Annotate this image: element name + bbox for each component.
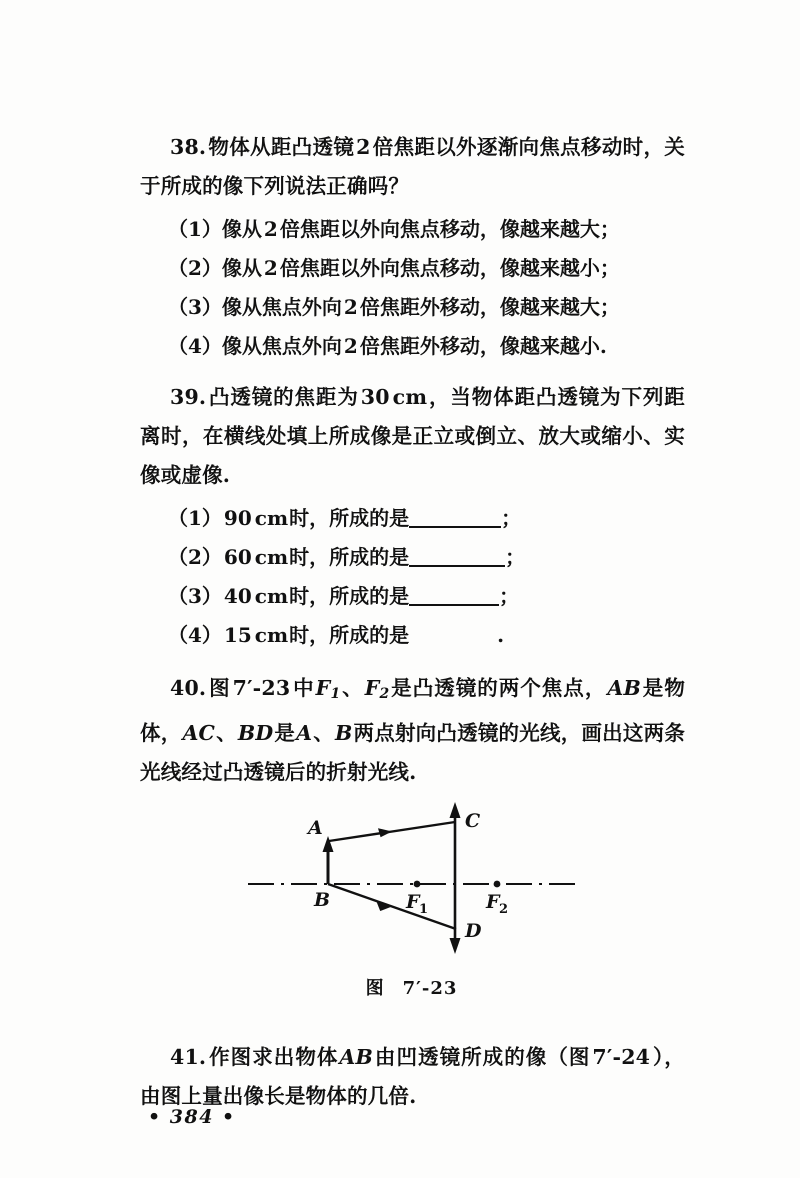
- page-number: • 384 •: [148, 1106, 236, 1128]
- question-39-items: [140, 499, 685, 655]
- fill-item-3: [140, 577, 685, 616]
- option-1: [140, 210, 685, 249]
- question-41-text-1: 作图求出物体: [208, 1045, 339, 1070]
- option-4: [140, 327, 685, 366]
- question-38-stem-part-b: 倍焦距以外逐渐向焦点移动时，关于所成的像下列说法正确吗？: [140, 135, 686, 198]
- fill-item-4: [140, 616, 685, 655]
- question-41-segment-ab: AB: [339, 1045, 374, 1070]
- fill-item-2-unit: cm: [254, 545, 289, 569]
- question-40-text-2: 中: [292, 676, 315, 700]
- option-2-label: （2）: [168, 256, 222, 280]
- fill-item-1: [140, 499, 685, 538]
- question-39-stem-part-b: ，当物体距凸透镜为下列距离时，在横线处填上所成像是正立或倒立、放大或缩小、实像或虚像.: [140, 385, 685, 487]
- question-41-text-3: ），由图上量出像长是物体的几倍.: [140, 1045, 685, 1109]
- fill-item-3-blank[interactable]: [409, 583, 499, 606]
- question-40-text-7: 是: [274, 721, 296, 746]
- question-40-text-3: 、: [341, 676, 364, 700]
- fill-item-3-label: （3）: [168, 584, 222, 608]
- question-38-options: [140, 210, 685, 366]
- object-ab-arrowhead: [323, 836, 334, 852]
- question-40-text-5: 是物体，: [140, 676, 686, 746]
- fill-item-1-text: 时，所成的是: [289, 506, 410, 530]
- question-39-stem: [140, 378, 685, 495]
- question-39-number: 39.: [170, 385, 207, 409]
- question-39-focal-unit: cm: [392, 385, 428, 409]
- fill-item-2-end: ；: [505, 545, 526, 569]
- fill-item-4-label: （4）: [168, 623, 222, 647]
- question-38-stem-part-a: 物体从距凸透镜: [208, 135, 355, 159]
- fill-item-4-blank[interactable]: [409, 624, 497, 645]
- label-d: D: [465, 920, 482, 943]
- question-39-focal-length: 30: [360, 385, 390, 409]
- question-38-number: 38.: [170, 135, 207, 159]
- fill-item-1-label: （1）: [168, 506, 222, 530]
- figure-caption: [140, 974, 685, 1000]
- question-40-text-1: 图: [208, 676, 231, 700]
- question-38-stem-number: 2: [356, 135, 371, 159]
- fill-item-2: [140, 538, 685, 577]
- option-1-number: 2: [263, 217, 278, 241]
- page-content: [140, 128, 685, 1118]
- question-40-point-a: A: [296, 721, 313, 746]
- question-40-text-4: 是凸透镜的两个焦点，: [390, 676, 607, 700]
- question-40-number: 40.: [170, 676, 207, 700]
- fill-item-1-unit: cm: [254, 506, 289, 530]
- option-4-label: （4）: [168, 334, 222, 358]
- question-40-text-9: 两点射向凸透镜的光线，画出这两条光线经过凸透镜后的折射光线.: [140, 721, 686, 785]
- question-40-segment-ac: AC: [182, 721, 216, 746]
- question-41-figure-ref: 7′-24: [592, 1045, 651, 1070]
- focal-point-f2-dot: [494, 881, 501, 888]
- option-1-label: （1）: [168, 217, 222, 241]
- option-4-number: 2: [343, 334, 358, 358]
- fill-item-2-blank[interactable]: [409, 544, 505, 567]
- fill-item-3-unit: cm: [254, 584, 289, 608]
- question-41-number: 41.: [170, 1045, 207, 1070]
- question-40-f1: $F_1$: [315, 676, 341, 703]
- question-40-f2-subscript: 2: [379, 686, 390, 703]
- question-41-text-2: 由凹透镜所成的像（图: [374, 1045, 591, 1070]
- label-f2: [485, 891, 508, 917]
- option-3-text-a: 像从焦点外向: [221, 295, 342, 319]
- optics-ray-diagram: [140, 796, 685, 971]
- option-1-text-a: 像从: [221, 217, 262, 241]
- option-4-text-b: 倍焦距外移动，像越来越小.: [359, 334, 607, 358]
- question-40-point-b: B: [334, 721, 353, 746]
- question-41: [140, 1038, 685, 1116]
- option-4-text-a: 像从焦点外向: [221, 334, 342, 358]
- fill-item-4-text: 时，所成的是: [289, 623, 410, 647]
- figure-caption-label: 图: [365, 978, 385, 1000]
- fill-item-4-end: .: [497, 623, 505, 647]
- fill-item-1-blank[interactable]: [409, 505, 501, 528]
- option-2-text-b: 倍焦距以外向焦点移动，像越来越小；: [279, 256, 620, 280]
- option-2-text-a: 像从: [221, 256, 262, 280]
- question-40-text-8: 、: [313, 721, 334, 746]
- option-3: [140, 288, 685, 327]
- question-40-segment-ab: AB: [607, 676, 641, 700]
- question-40: [140, 669, 685, 792]
- question-40-f2: $F_2$: [364, 676, 390, 703]
- fill-item-3-text: 时，所成的是: [289, 584, 410, 608]
- question-39-stem-part-a: 凸透镜的焦距为: [208, 385, 359, 409]
- label-b: B: [314, 889, 331, 912]
- svg-text:F: F: [486, 891, 500, 914]
- question-38-stem: [140, 128, 685, 206]
- fill-item-2-value: 60: [223, 545, 252, 569]
- question-40-stem: [140, 669, 685, 792]
- svg-text:F: F: [406, 891, 420, 914]
- question-39: [140, 378, 685, 655]
- fill-item-1-value: 90: [223, 506, 252, 530]
- svg-text:2: 2: [499, 902, 509, 918]
- fill-item-3-end: ；: [499, 584, 520, 608]
- fill-item-2-text: 时，所成的是: [289, 545, 410, 569]
- option-1-text-b: 倍焦距以外向焦点移动，像越来越大；: [279, 217, 620, 241]
- lens-arrowhead-bottom: [450, 938, 461, 954]
- question-40-text-6: 、: [216, 721, 237, 746]
- fill-item-2-label: （2）: [168, 545, 222, 569]
- fill-item-3-value: 40: [223, 584, 252, 608]
- question-40-figure-ref: 7′-23: [232, 676, 291, 700]
- fill-item-1-end: ；: [501, 506, 522, 530]
- option-3-label: （3）: [168, 295, 222, 319]
- option-2: [140, 249, 685, 288]
- option-3-number: 2: [343, 295, 358, 319]
- focal-point-f1-dot: [414, 881, 421, 888]
- label-c: C: [465, 810, 481, 833]
- figure-caption-id: 7′-23: [402, 978, 458, 1000]
- figure-7-23: [140, 796, 685, 1026]
- question-38: [140, 128, 685, 366]
- question-40-f1-subscript: 1: [330, 686, 341, 703]
- option-3-text-b: 倍焦距外移动，像越来越大；: [359, 295, 620, 319]
- lens-arrowhead-top: [450, 802, 461, 818]
- question-41-stem: [140, 1038, 685, 1116]
- question-40-segment-bd: BD: [237, 721, 274, 746]
- option-2-number: 2: [263, 256, 278, 280]
- fill-item-4-value: 15: [223, 623, 252, 647]
- fill-item-4-unit: cm: [254, 623, 289, 647]
- svg-text:1: 1: [419, 902, 429, 918]
- label-a: A: [308, 817, 323, 840]
